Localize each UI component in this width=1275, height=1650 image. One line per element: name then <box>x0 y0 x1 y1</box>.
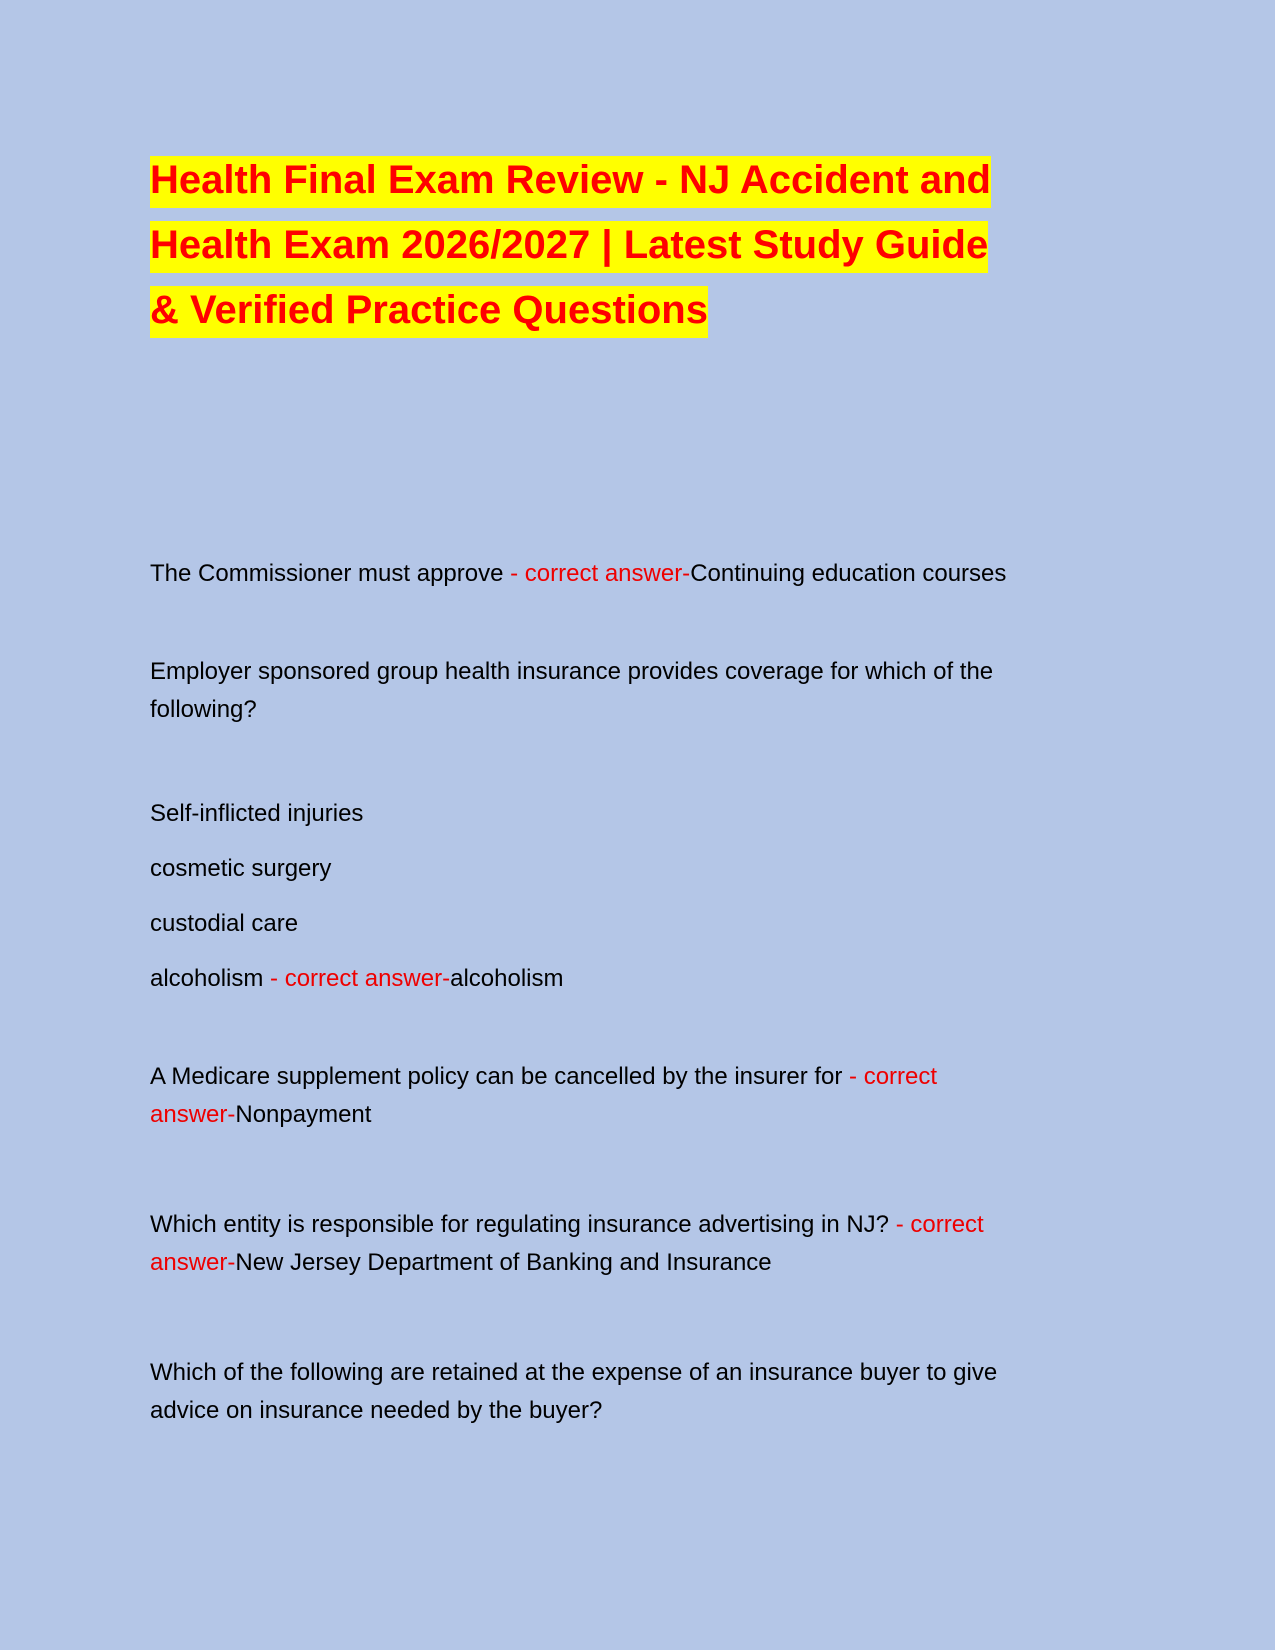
document-title <box>150 148 1110 343</box>
question-1-prompt: The Commissioner must approve <box>150 560 511 587</box>
answer-marker-part-2: answer- <box>150 1101 236 1128</box>
title-line-3: & Verified Practice Questions <box>150 278 1110 343</box>
answer-marker-part-1: - correct <box>895 1211 984 1238</box>
question-5 <box>150 1354 1125 1430</box>
question-2-option-3: custodial care <box>150 910 299 937</box>
question-3-line-2 <box>150 1096 1125 1134</box>
question-1 <box>150 555 1125 593</box>
question-1-answer: Continuing education courses <box>690 560 1007 587</box>
answer-marker-part-2: answer- <box>150 1249 236 1276</box>
question-3-answer: Nonpayment <box>235 1101 372 1128</box>
question-list <box>150 555 1125 1430</box>
answer-marker: - correct answer- <box>510 560 691 587</box>
answer-marker: - correct answer- <box>270 965 451 992</box>
question-4-answer: New Jersey Department of Banking and Insurance <box>235 1249 772 1276</box>
question-4 <box>150 1206 1125 1282</box>
question-5-prompt-line-2: advice on insurance needed by the buyer? <box>150 1397 603 1424</box>
title-line-2: Health Exam 2026/2027 | Latest Study Guide <box>150 213 1110 278</box>
question-2-prompt-line-1: Employer sponsored group health insurance provides coverage for which of the <box>150 658 994 685</box>
question-2 <box>150 653 1125 998</box>
question-3-prompt: A Medicare supplement policy can be cancelled by the insurer for <box>150 1063 850 1090</box>
question-2-option-2: cosmetic surgery <box>150 855 332 882</box>
question-1-line <box>150 555 1125 593</box>
answer-marker-part-1: - correct <box>849 1063 938 1090</box>
question-4-line-1 <box>150 1206 1125 1244</box>
question-4-prompt: Which entity is responsible for regulating insurance advertising in NJ? <box>150 1211 896 1238</box>
question-2-prompt-line-2: following? <box>150 696 257 723</box>
question-2-answer: alcoholism <box>450 965 564 992</box>
question-2-option-1: Self-inflicted injuries <box>150 800 364 827</box>
question-3 <box>150 1058 1125 1134</box>
question-2-option-4-line <box>150 960 1125 998</box>
question-4-line-2 <box>150 1244 1125 1282</box>
question-3-line-1 <box>150 1058 1125 1096</box>
question-5-prompt-line-1: Which of the following are retained at the expense of an insurance buyer to give <box>150 1359 998 1386</box>
question-2-option-4: alcoholism <box>150 965 271 992</box>
title-line-1: Health Final Exam Review - NJ Accident and <box>150 148 1110 213</box>
